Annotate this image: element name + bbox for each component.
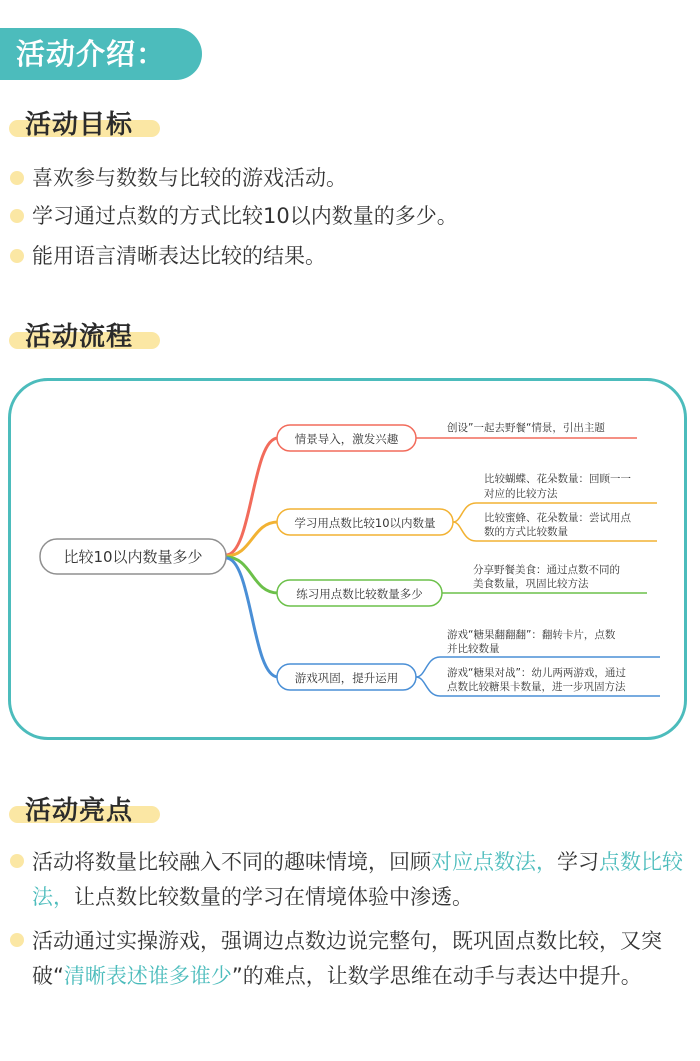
note-text: 并比较数量: [447, 643, 500, 655]
highlight-key-term: 点数比较法，: [32, 850, 683, 909]
note-connector: [416, 657, 440, 677]
highlight-key-term: 对应点数法，: [431, 850, 557, 874]
highlight-key-term: 清晰表述谁多谁少: [63, 964, 232, 988]
goal-text: 喜欢参与数数与比较的游戏活动。: [32, 166, 347, 190]
note-text: 数的方式比较数量: [484, 526, 568, 538]
highlight-segment: 让点数比较数量的学习在情境体验中渗透。: [74, 885, 473, 909]
note-text: 美食数量，巩固比较方法: [473, 578, 589, 590]
highlight-segment: 学习: [557, 850, 599, 874]
branch-node-label: 情景导入，激发兴趣: [294, 432, 399, 446]
note-text: 比较蜜蜂、花朵数量：尝试用点: [484, 512, 631, 524]
note-text: 点数比较糖果卡数量，进一步巩固方法: [447, 681, 626, 693]
bullet-dot: [10, 854, 24, 868]
goal-text: 能用语言清晰表达比较的结果。: [32, 244, 326, 268]
highlight-segment: ”的难点，让数学思维在动手与表达中提升。: [231, 964, 642, 988]
note-text: 游戏“糖果对战”：幼儿两两游戏，通过: [447, 667, 626, 679]
note-text: 分享野餐美食：通过点数不同的: [473, 564, 620, 576]
root-node-label: 比较10以内数量多少: [63, 548, 203, 566]
bullet-dot: [10, 933, 24, 947]
note-text: 比较蝴蝶、花朵数量：回顾一一: [484, 473, 631, 485]
branch-node-label: 游戏巩固，提升运用: [294, 671, 399, 685]
process-title: 活动流程: [25, 322, 134, 352]
note-text: 对应的比较方法: [484, 488, 558, 500]
goals-title: 活动目标: [25, 110, 134, 140]
highlights-title: 活动亮点: [25, 796, 134, 826]
branch-node-label: 学习用点数比较10以内数量: [294, 516, 436, 530]
branch-node-label: 练习用点数比较数量多少: [296, 587, 423, 601]
note-connector: [416, 677, 440, 696]
highlight-segment: 活动将数量比较融入不同的趣味情境，回顾: [32, 850, 431, 874]
note-text: 游戏“糖果翻翻翻”：翻转卡片，点数: [447, 629, 616, 641]
intro-heading: 活动介绍：: [0, 28, 202, 80]
note-connector: [453, 522, 476, 541]
note-text: 创设”一起去野餐“情景，引出主题: [447, 422, 605, 434]
highlight-segment: 活动通过实操游戏，强调边点数边说完整句，既巩固点数比较，又突破“: [32, 929, 662, 988]
note-connector: [453, 503, 476, 522]
highlight-text: [32, 845, 698, 915]
goal-text: 学习通过点数的方式比较10以内数量的多少。: [32, 204, 458, 228]
highlight-text: [32, 924, 698, 994]
